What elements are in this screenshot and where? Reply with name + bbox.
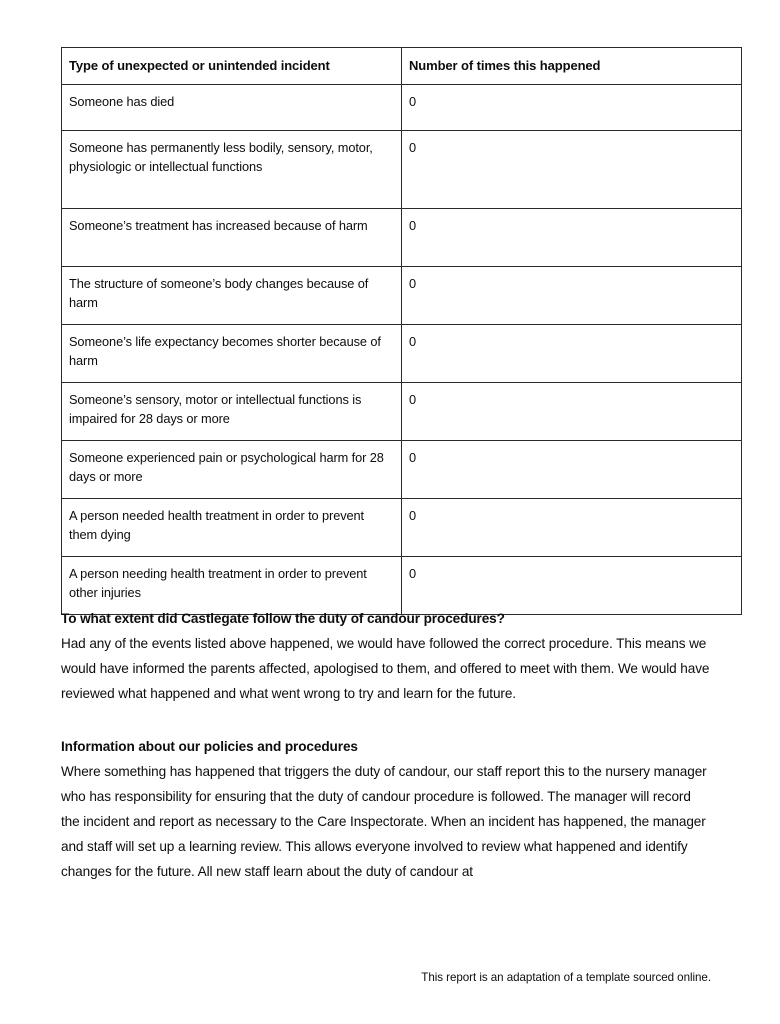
table-row	[62, 499, 742, 557]
cell-incident-type: A person needing health treatment in order to prevent other injuries	[62, 557, 402, 615]
cell-incident-count: 0	[402, 383, 742, 441]
table-row	[62, 267, 742, 325]
table-row	[62, 209, 742, 267]
cell-incident-count: 0	[402, 441, 742, 499]
section-heading: To what extent did Castlegate follow the duty of candour procedures?	[61, 611, 505, 626]
cell-incident-count: 0	[402, 85, 742, 131]
table-row	[62, 325, 742, 383]
duty-of-candour-incident-table	[61, 47, 742, 615]
section-heading: Information about our policies and procedures	[61, 739, 358, 755]
section-duty-of-candour-procedures	[61, 608, 713, 706]
page-footer: This report is an adaptation of a template sourced online.	[421, 971, 711, 984]
cell-incident-type: Someone’s life expectancy becomes shorter because of harm	[62, 325, 402, 383]
cell-incident-count: 0	[402, 499, 742, 557]
document-body	[61, 608, 713, 884]
cell-incident-type: Someone has died	[62, 85, 402, 131]
table-row	[62, 131, 742, 209]
cell-incident-count: 0	[402, 557, 742, 615]
cell-incident-count: 0	[402, 325, 742, 383]
cell-incident-count: 0	[402, 267, 742, 325]
cell-incident-type: Someone’s treatment has increased because of harm	[62, 209, 402, 267]
cell-incident-type: A person needed health treatment in order to prevent them dying	[62, 499, 402, 557]
table-row	[62, 85, 742, 131]
table-row	[62, 441, 742, 499]
table-header	[62, 48, 742, 85]
section-policies-and-procedures	[61, 736, 713, 884]
cell-incident-type: Someone experienced pain or psychological harm for 28 days or more	[62, 441, 402, 499]
table-row	[62, 557, 742, 615]
cell-incident-type: Someone has permanently less bodily, sensory, motor, physiologic or intellectual functions	[62, 131, 402, 209]
cell-incident-type: The structure of someone’s body changes because of harm	[62, 267, 402, 325]
column-header-incident-count: Number of times this happened	[402, 48, 742, 85]
cell-incident-type: Someone’s sensory, motor or intellectual functions is impaired for 28 days or more	[62, 383, 402, 441]
column-header-incident-type: Type of unexpected or unintended incident	[62, 48, 402, 85]
table-header-row	[62, 48, 742, 85]
section-paragraph: Where something has happened that triggers the duty of candour, our staff report this to the nursery manager who has responsibility for ensuring that the duty of candour procedure is followed. The manager will record the incident and report as necessary to the Care Inspectorate. When an incident has happened, the manager and staff will set up a learning review. This allows everyone involved to review what happened and identify changes for the future. All new staff learn about the duty of candour at	[61, 764, 707, 880]
cell-incident-count: 0	[402, 131, 742, 209]
cell-incident-count: 0	[402, 209, 742, 267]
table-body	[62, 85, 742, 615]
section-paragraph: Had any of the events listed above happened, we would have followed the correct procedure. This means we would have informed the parents affected, apologised to them, and offered to meet with them. We would have reviewed what happened and what went wrong to try and learn for the future.	[61, 636, 710, 702]
table-row	[62, 383, 742, 441]
